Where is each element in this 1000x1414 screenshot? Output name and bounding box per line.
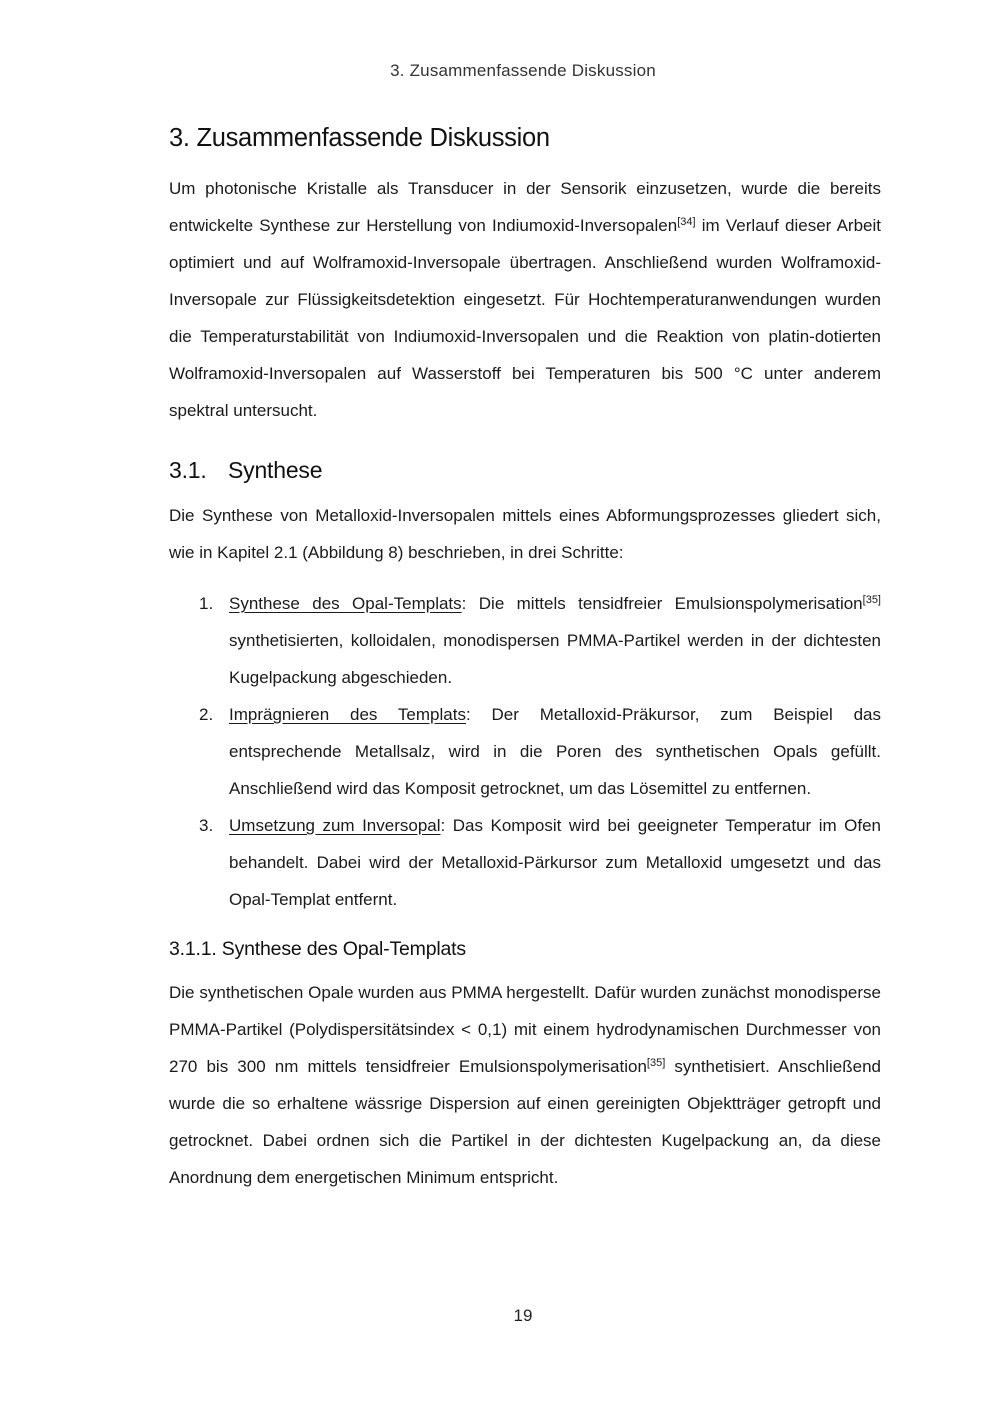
subsection-text-2: synthetisiert. Anschließend wurde die so erhaltene wässrige Dispersion auf einen gereinigten Objektträger getropft und getrocknet. Dabei ordnen sich die Partikel in der dichtesten Kugelpackung an, da diese Anordnung dem energetischen Minimum entspricht.: [169, 1057, 881, 1187]
step-text: : Die mittels tensidfreier Emulsionspolymerisation: [461, 594, 863, 613]
list-item-text: [229, 696, 881, 807]
step-text: : Das Komposit wird bei geeigneter Temperatur im Ofen behandelt. Dabei wird der Metalloxid-Pärkursor zum Metalloxid umgesetzt und das Opal-Templat entfernt.: [229, 816, 881, 909]
citation-34: [34]: [677, 216, 696, 228]
list-item: [169, 807, 881, 918]
subsection-text-1: Die synthetischen Opale wurden aus PMMA hergestellt. Dafür wurden zunächst monodisperse PMMA-Partikel (Polydispersitätsindex < 0,1) mit einem hydrodynamischen Durchmesser von 270 bis 300 nm mittels tensidfreier Emulsionspolymerisation: [169, 983, 881, 1076]
subsection-title: 3.1.1. Synthese des Opal-Templats: [169, 938, 466, 960]
list-item-text: [229, 807, 881, 918]
citation-35: [35]: [862, 594, 881, 606]
page-number: 19: [513, 1306, 533, 1325]
step-term: Imprägnieren des Templats: [229, 705, 466, 724]
list-marker: 2.: [199, 705, 214, 724]
list-marker: 1.: [199, 594, 214, 613]
subsection-paragraph: [169, 974, 881, 1196]
step-term: Synthese des Opal-Templats: [229, 594, 462, 613]
chapter-intro-text-2: im Verlauf dieser Arbeit optimiert und auf Wolframoxid-Inversopale übertragen. Anschließend wurden Wolframoxid-Inversopale zur Flüssigkeitsdetektion eingesetzt. Für Hochtemperaturanwendungen wurden die Temperaturstabilität von Indiumoxid-Inversopalen und die Reaktion von platin-dotierten Wolframoxid-Inversopalen auf Wasserstoff bei Temperaturen bis 500 °C unter anderem spektral untersucht.: [169, 216, 881, 420]
list-item: [169, 585, 881, 696]
chapter-intro-text-1: Um photonische Kristalle als Transducer in der Sensorik einzusetzen, wurde die bereits entwickelte Synthese zur Herstellung von Indiumoxid-Inversopalen: [169, 179, 881, 235]
section-title: Synthese: [228, 457, 323, 483]
section-heading: [169, 453, 881, 487]
list-item: [169, 696, 881, 807]
list-item-text: [229, 585, 881, 696]
running-header: 3. Zusammenfassende Diskussion: [390, 61, 656, 80]
section-intro-paragraph: Die Synthese von Metalloxid-Inversopalen mittels eines Abformungsprozesses gliedert sich, wie in Kapitel 2.1 (Abbildung 8) beschrieben, in drei Schritte:: [169, 506, 881, 562]
step-text-continued: synthetisierten, kolloidalen, monodispersen PMMA-Partikel werden in der dichtesten Kugelpackung abgeschieden.: [229, 631, 881, 687]
section-number: 3.1.: [169, 457, 207, 483]
chapter-intro-paragraph: [169, 170, 881, 429]
list-marker: 3.: [199, 816, 214, 835]
synthesis-steps-list: [169, 585, 881, 918]
step-term: Umsetzung zum Inversopal: [229, 816, 441, 835]
step-text: : Der Metalloxid-Präkursor, zum Beispiel das entsprechende Metallsalz, wird in die Poren des synthetischen Opals gefüllt. Anschließend wird das Komposit getrocknet, um das Lösemittel zu entfernen.: [229, 705, 881, 798]
chapter-title: 3. Zusammenfassende Diskussion: [169, 124, 550, 152]
citation-35: [35]: [646, 1057, 666, 1069]
page-content: [169, 120, 881, 1196]
